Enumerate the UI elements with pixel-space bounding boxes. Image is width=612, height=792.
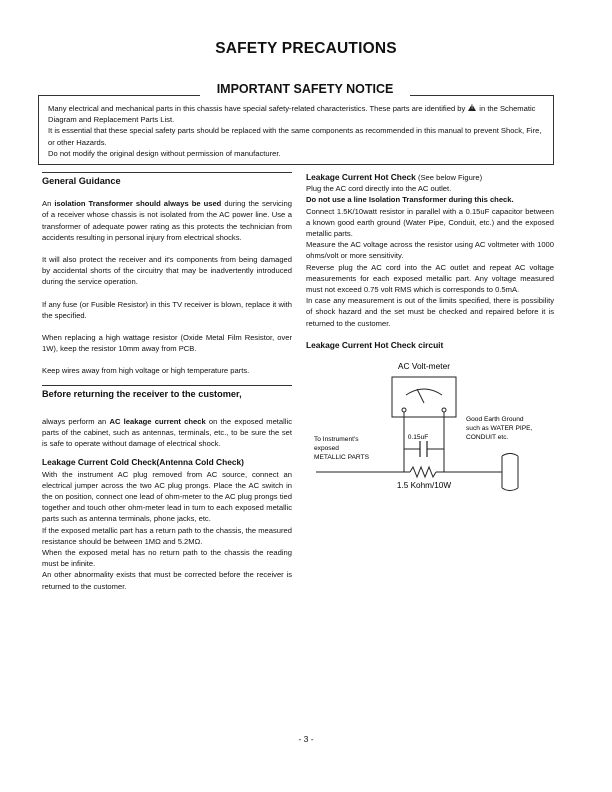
cold-check-paragraph-3: When the exposed metal has no return path to the chassis the reading must be infinite. xyxy=(42,548,292,569)
hot-check-step-5: Reverse plug the AC cord into the AC outlet and repeat AC voltage measurements for each exposed metallic part. Any voltage measured must not exceed 0.75 volt RMS which is corresponds to 0.5mA. xyxy=(306,262,554,295)
hot-check-heading-line xyxy=(306,172,554,183)
hot-check-heading: Leakage Current Hot Check xyxy=(306,172,416,182)
text-run: always perform an xyxy=(42,416,110,426)
hot-check-step-2: Do not use a line Isolation Transformer during this check. xyxy=(306,195,514,205)
hot-check-heading-note: (See below Figure) xyxy=(415,173,483,182)
resistor-label: 1.5 Kohm/10W xyxy=(396,481,452,490)
general-guidance-paragraph-3: If any fuse (or Fusible Resistor) in this TV receiver is blown, replace it with the specified. xyxy=(42,299,292,320)
general-guidance-paragraph-1 xyxy=(42,198,292,243)
left-label-line-2: exposed xyxy=(314,445,339,452)
ground-label-line-2: such as WATER PIPE, xyxy=(466,425,533,432)
meter-terminal-right xyxy=(442,408,446,412)
notice-line-3: Do not modify the original design without permission of manufacturer. xyxy=(48,148,281,158)
text-run: during the servicing of a receiver whose chassis is not isolated from the AC power line. Use a transformer of adequate power rating as this protects the technician from accidents resulting in personal injury from electrical shocks. xyxy=(42,199,292,242)
ac-leakage-paragraph xyxy=(42,416,292,450)
notice-line-1a: Many electrical and mechanical parts in this chassis have special safety-related characteristics. These parts are identified by xyxy=(48,104,466,113)
before-returning-heading: Before returning the receiver to the customer, xyxy=(42,388,242,399)
pipe-bottom xyxy=(502,488,518,491)
notice-line-1 xyxy=(48,103,548,125)
warning-triangle-icon: ! xyxy=(468,104,476,111)
ground-label-line-1: Good Earth Ground xyxy=(466,416,524,423)
hot-check-circuit-diagram xyxy=(306,355,556,500)
general-guidance-paragraph-4: When replacing a high wattage resistor (Oxide Metal Film Resistor, over 1W), keep the resistor 10mm away from PCB. xyxy=(42,333,292,354)
text-run: An xyxy=(42,199,55,209)
divider xyxy=(42,172,292,173)
pipe-top xyxy=(502,454,518,457)
general-guidance-paragraph-2: It will also protect the receiver and it's components from being damaged by accidental shorts of the circuitry that may be inadvertently introduced during the service operation. xyxy=(42,255,292,287)
text-run: on the exposed metallic parts of the cabinet, such as antennas, terminals, etc., to be sure the set is safe to operate without damage of electrical shock. xyxy=(42,416,292,449)
water-pipe-icon xyxy=(502,456,518,488)
divider xyxy=(42,385,292,386)
bold-text-run: AC leakage current check xyxy=(109,416,206,426)
safety-notice-text xyxy=(48,103,548,159)
safety-notice-heading: IMPORTANT SAFETY NOTICE xyxy=(200,80,410,98)
left-label-line-1: To Instrument's xyxy=(314,436,359,443)
volt-meter-body xyxy=(392,377,456,417)
general-guidance-paragraph-5: Keep wires away from high voltage or high temperature parts. xyxy=(42,366,250,376)
notice-line-2: It is essential that these special safety parts should be replaced with the same components as recommended in this manual to prevent Shock, Fire, or other Hazards. xyxy=(48,126,542,147)
right-column xyxy=(306,172,554,351)
general-guidance-heading: General Guidance xyxy=(42,176,121,186)
hot-check-step-3: Connect 1.5K/10watt resistor in parallel with a 0.15uF capacitor between a known good earth ground (Water Pipe, Conduit, etc.) and the exposed metallic parts. xyxy=(306,206,554,239)
meter-terminal-left xyxy=(402,408,406,412)
left-column xyxy=(42,172,292,592)
cold-check-paragraph-1: With the instrument AC plug removed from AC source, connect an electrical jumper across the two AC plug prongs. Place the AC switch in the on position, connect one lead of ohm-meter to the AC plug prongs tied together and touch other ohm-meter lead in turn to each exposed metallic parts such as antenna terminals, phone jacks, etc. xyxy=(42,469,292,524)
page-number: - 3 - xyxy=(298,734,314,744)
page-title: SAFETY PRECAUTIONS xyxy=(215,40,397,57)
notice-line-1b: in the Schematic Diagram and Replacement Parts List. xyxy=(48,104,536,125)
resistor-symbol xyxy=(410,467,436,477)
cold-check-paragraph-2: If the exposed metallic part has a return path to the chassis, the measured resistance should be between 1MΩ and 5.2MΩ. xyxy=(42,525,292,546)
ground-label-line-3: CONDUIT etc. xyxy=(466,434,509,441)
circuit-heading: Leakage Current Hot Check circuit xyxy=(306,339,444,350)
bold-text-run: isolation Transformer should always be used xyxy=(54,199,222,209)
hot-check-step-6: In case any measurement is out of the limits specified, there is possibility of shock hazard and the set must be checked and repaired before it is returned to the customer. xyxy=(306,296,554,328)
cold-check-paragraph-4: An other abnormality exists that must be corrected before the receiver is returned to the customer. xyxy=(42,570,292,591)
capacitor-label: 0.15uF xyxy=(407,434,429,441)
meter-label: AC Volt-meter xyxy=(397,361,451,371)
hot-check-step-1: Plug the AC cord directly into the AC outlet. xyxy=(306,184,452,194)
cold-check-heading: Leakage Current Cold Check(Antenna Cold Check) xyxy=(42,457,244,468)
hot-check-step-4: Measure the AC voltage across the resistor using AC voltmeter with 1000 ohms/volt or more sensitivity. xyxy=(306,240,554,261)
left-label-line-3: METALLIC PARTS xyxy=(314,454,369,461)
